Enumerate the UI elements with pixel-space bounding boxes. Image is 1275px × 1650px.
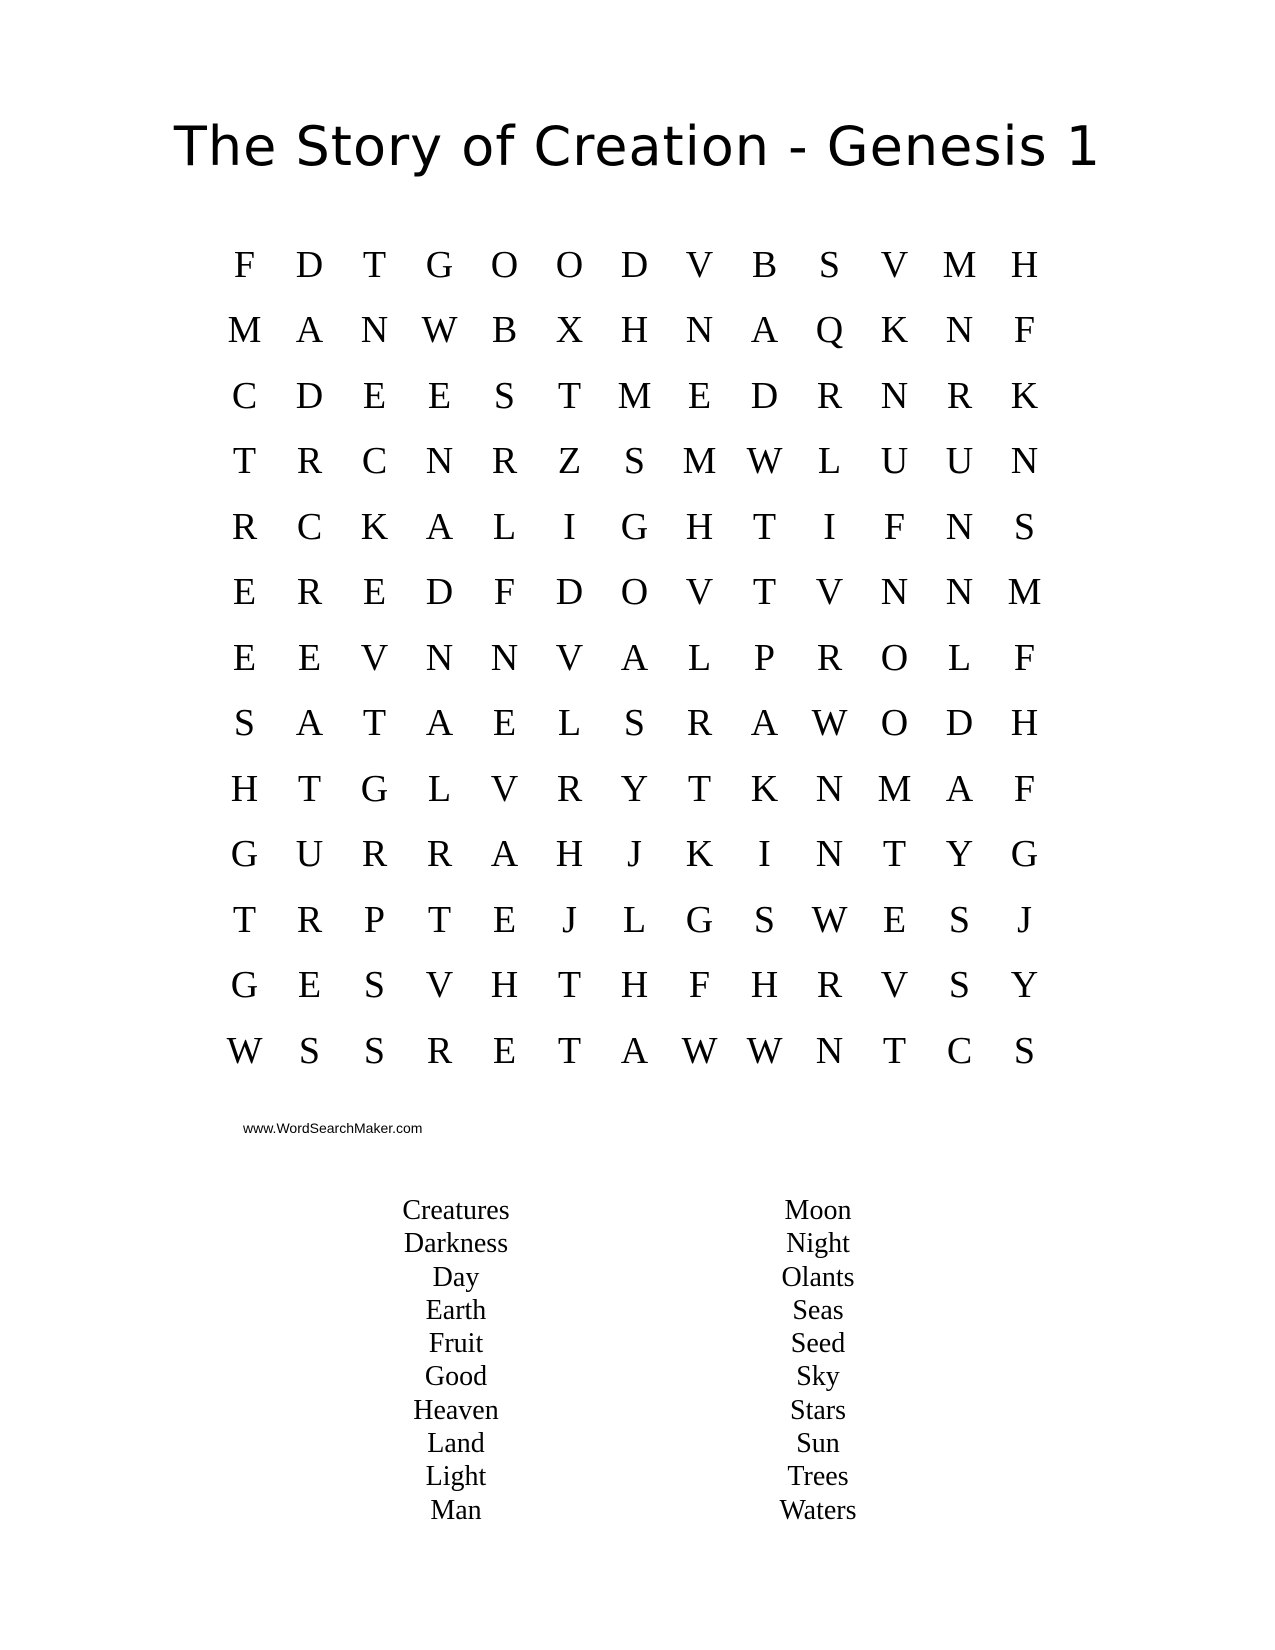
grid-letter: T	[362, 702, 387, 745]
grid-letter: A	[425, 505, 454, 548]
grid-letter: O	[880, 636, 909, 679]
grid-letter: G	[620, 505, 649, 548]
grid-letter: E	[882, 898, 907, 941]
grid-letter: U	[880, 440, 909, 483]
grid-letter: N	[815, 1029, 844, 1072]
grid-letter: S	[623, 440, 646, 483]
grid-letter: Z	[557, 440, 582, 483]
grid-letter: V	[880, 964, 909, 1007]
grid-letter: E	[492, 1029, 517, 1072]
grid-letter: M	[942, 243, 977, 286]
grid-letter: E	[687, 374, 712, 417]
grid-letter: W	[681, 1029, 718, 1072]
grid-letter: L	[622, 898, 647, 941]
grid-letter: D	[620, 243, 649, 286]
grid-row	[212, 429, 1057, 495]
grid-letter: F	[883, 505, 906, 548]
word-list-item: Fruit	[428, 1328, 484, 1360]
grid-letter: T	[557, 1029, 582, 1072]
grid-letter: E	[297, 964, 322, 1007]
grid-letter: N	[945, 505, 974, 548]
grid-letter: D	[295, 243, 324, 286]
grid-letter: L	[817, 440, 842, 483]
grid-letter: O	[880, 702, 909, 745]
grid-letter: R	[491, 440, 518, 483]
grid-letter: A	[295, 702, 324, 745]
grid-letter: O	[490, 243, 519, 286]
grid-letter: F	[1013, 636, 1036, 679]
grid-letter: E	[232, 571, 257, 614]
grid-letter: R	[361, 833, 388, 876]
grid-letter: D	[945, 702, 974, 745]
grid-letter: V	[685, 243, 714, 286]
grid-letter: G	[1010, 833, 1039, 876]
grid-letter: E	[232, 636, 257, 679]
grid-letter: A	[490, 833, 519, 876]
grid-letter: T	[232, 898, 257, 941]
grid-letter: L	[492, 505, 517, 548]
grid-letter: E	[492, 702, 517, 745]
grid-row	[212, 232, 1057, 298]
grid-letter: S	[753, 898, 776, 941]
grid-letter: C	[946, 1029, 973, 1072]
grid-letter: D	[295, 374, 324, 417]
word-list-item: Night	[786, 1228, 850, 1260]
grid-letter: S	[363, 964, 386, 1007]
grid-letter: G	[425, 243, 454, 286]
grid-letter: H	[490, 964, 519, 1007]
grid-letter: R	[426, 1029, 453, 1072]
grid-letter: F	[493, 571, 516, 614]
grid-letter: A	[620, 636, 649, 679]
grid-letter: A	[620, 1029, 649, 1072]
grid-letter: D	[750, 374, 779, 417]
word-list-item: Earth	[425, 1294, 487, 1326]
grid-letter: N	[880, 571, 909, 614]
word-list-item: Waters	[779, 1494, 857, 1526]
grid-letter: F	[1013, 309, 1036, 352]
source-credit: www.WordSearchMaker.com	[243, 1120, 423, 1136]
word-search-grid	[212, 232, 1057, 1084]
grid-letter: C	[361, 440, 388, 483]
word-list-right	[698, 1194, 938, 1527]
grid-letter: M	[227, 309, 262, 352]
grid-letter: M	[877, 767, 912, 810]
grid-letter: T	[557, 374, 582, 417]
grid-letter: V	[815, 571, 844, 614]
grid-letter: N	[815, 767, 844, 810]
word-list-item: Sky	[796, 1361, 840, 1393]
grid-letter: T	[687, 767, 712, 810]
grid-row	[212, 756, 1057, 822]
grid-row	[212, 953, 1057, 1019]
grid-letter: P	[753, 636, 776, 679]
grid-letter: R	[816, 636, 843, 679]
grid-letter: H	[555, 833, 584, 876]
grid-letter: L	[557, 702, 582, 745]
grid-letter: S	[818, 243, 841, 286]
grid-letter: N	[425, 636, 454, 679]
grid-letter: L	[947, 636, 972, 679]
grid-letter: R	[816, 374, 843, 417]
grid-letter: T	[752, 505, 777, 548]
grid-letter: R	[816, 964, 843, 1007]
grid-letter: N	[360, 309, 389, 352]
grid-letter: S	[1013, 505, 1036, 548]
word-list-item: Creatures	[402, 1195, 510, 1226]
grid-letter: E	[427, 374, 452, 417]
grid-row	[212, 625, 1057, 691]
grid-letter: V	[425, 964, 454, 1007]
word-list-item: Day	[432, 1261, 480, 1293]
grid-letter: I	[823, 505, 836, 548]
grid-letter: O	[620, 571, 649, 614]
grid-letter: A	[945, 767, 974, 810]
grid-letter: L	[427, 767, 452, 810]
grid-letter: E	[492, 898, 517, 941]
grid-letter: U	[945, 440, 974, 483]
grid-letter: T	[297, 767, 322, 810]
grid-letter: K	[1010, 374, 1039, 417]
grid-letter: N	[815, 833, 844, 876]
grid-letter: F	[688, 964, 711, 1007]
grid-letter: X	[555, 309, 584, 352]
grid-letter: H	[620, 964, 649, 1007]
grid-letter: H	[620, 309, 649, 352]
grid-row	[212, 298, 1057, 364]
grid-letter: T	[557, 964, 582, 1007]
word-list-item: Trees	[787, 1461, 849, 1493]
grid-letter: K	[685, 833, 714, 876]
grid-row	[212, 887, 1057, 953]
word-list-item: Seed	[790, 1328, 846, 1360]
grid-letter: R	[296, 571, 323, 614]
grid-letter: B	[491, 309, 518, 352]
grid-letter: R	[231, 505, 258, 548]
grid-letter: M	[617, 374, 652, 417]
grid-letter: R	[946, 374, 973, 417]
grid-row	[212, 1018, 1057, 1084]
word-list-item: Seas	[792, 1294, 844, 1326]
grid-letter: J	[1017, 898, 1032, 941]
grid-letter: Y	[1010, 964, 1039, 1007]
grid-letter: B	[751, 243, 778, 286]
word-list-item: Stars	[790, 1394, 846, 1426]
word-list-item: Olants	[781, 1261, 855, 1293]
grid-letter: D	[555, 571, 584, 614]
grid-letter: L	[687, 636, 712, 679]
grid-letter: M	[1007, 571, 1042, 614]
grid-letter: R	[686, 702, 713, 745]
grid-letter: S	[1013, 1029, 1036, 1072]
grid-letter: I	[563, 505, 576, 548]
grid-letter: S	[948, 964, 971, 1007]
grid-letter: R	[296, 440, 323, 483]
grid-letter: K	[360, 505, 389, 548]
grid-letter: W	[746, 440, 783, 483]
grid-letter: V	[555, 636, 584, 679]
grid-letter: E	[297, 636, 322, 679]
grid-row	[212, 691, 1057, 757]
grid-letter: W	[811, 898, 848, 941]
grid-letter: F	[1013, 767, 1036, 810]
grid-letter: S	[948, 898, 971, 941]
grid-letter: N	[490, 636, 519, 679]
grid-row	[212, 363, 1057, 429]
grid-row	[212, 494, 1057, 560]
grid-letter: A	[425, 702, 454, 745]
grid-letter: H	[685, 505, 714, 548]
grid-letter: P	[363, 898, 386, 941]
grid-letter: G	[230, 964, 259, 1007]
grid-letter: U	[295, 833, 324, 876]
grid-letter: V	[360, 636, 389, 679]
grid-letter: H	[1010, 702, 1039, 745]
grid-row	[212, 822, 1057, 888]
grid-letter: J	[562, 898, 577, 941]
grid-letter: G	[685, 898, 714, 941]
grid-letter: R	[426, 833, 453, 876]
grid-letter: R	[556, 767, 583, 810]
grid-letter: T	[882, 1029, 907, 1072]
word-list-item: Land	[427, 1428, 485, 1460]
grid-letter: N	[880, 374, 909, 417]
grid-letter: T	[882, 833, 907, 876]
grid-letter: W	[811, 702, 848, 745]
grid-letter: O	[555, 243, 584, 286]
grid-letter: T	[232, 440, 257, 483]
grid-row	[212, 560, 1057, 626]
grid-letter: A	[750, 702, 779, 745]
grid-letter: N	[425, 440, 454, 483]
word-list-item: Man	[430, 1494, 482, 1526]
word-list-item: Heaven	[413, 1394, 499, 1426]
grid-letter: J	[627, 833, 642, 876]
grid-letter: N	[945, 571, 974, 614]
grid-letter: N	[1010, 440, 1039, 483]
grid-letter: S	[298, 1029, 321, 1072]
grid-letter: N	[685, 309, 714, 352]
grid-letter: A	[750, 309, 779, 352]
grid-letter: V	[685, 571, 714, 614]
word-list-item: Sun	[796, 1428, 840, 1460]
grid-letter: T	[752, 571, 777, 614]
word-list-item: Moon	[784, 1195, 852, 1226]
word-list-item: Darkness	[403, 1228, 509, 1260]
grid-letter: N	[945, 309, 974, 352]
grid-letter: S	[233, 702, 256, 745]
grid-letter: Y	[620, 767, 649, 810]
grid-letter: H	[1010, 243, 1039, 286]
grid-letter: W	[421, 309, 458, 352]
grid-letter: H	[230, 767, 259, 810]
grid-letter: A	[295, 309, 324, 352]
grid-letter: R	[296, 898, 323, 941]
grid-letter: I	[758, 833, 771, 876]
word-list-item: Light	[425, 1461, 487, 1493]
grid-letter: S	[493, 374, 516, 417]
grid-letter: D	[425, 571, 454, 614]
grid-letter: H	[750, 964, 779, 1007]
grid-letter: G	[360, 767, 389, 810]
grid-letter: S	[363, 1029, 386, 1072]
grid-letter: V	[490, 767, 519, 810]
grid-letter: E	[362, 571, 387, 614]
word-list-item: Good	[424, 1361, 488, 1393]
grid-letter: Q	[815, 309, 844, 352]
page-title: The Story of Creation - Genesis 1	[173, 115, 1102, 178]
grid-letter: V	[880, 243, 909, 286]
word-list-left	[336, 1194, 576, 1527]
grid-letter: G	[230, 833, 259, 876]
grid-letter: Y	[945, 833, 974, 876]
grid-letter: K	[880, 309, 909, 352]
grid-letter: T	[362, 243, 387, 286]
grid-letter: W	[746, 1029, 783, 1072]
grid-letter: M	[682, 440, 717, 483]
grid-letter: S	[623, 702, 646, 745]
grid-letter: W	[226, 1029, 263, 1072]
grid-letter: T	[427, 898, 452, 941]
grid-letter: F	[233, 243, 256, 286]
grid-letter: K	[750, 767, 779, 810]
grid-letter: C	[296, 505, 323, 548]
grid-letter: E	[362, 374, 387, 417]
grid-letter: C	[231, 374, 258, 417]
